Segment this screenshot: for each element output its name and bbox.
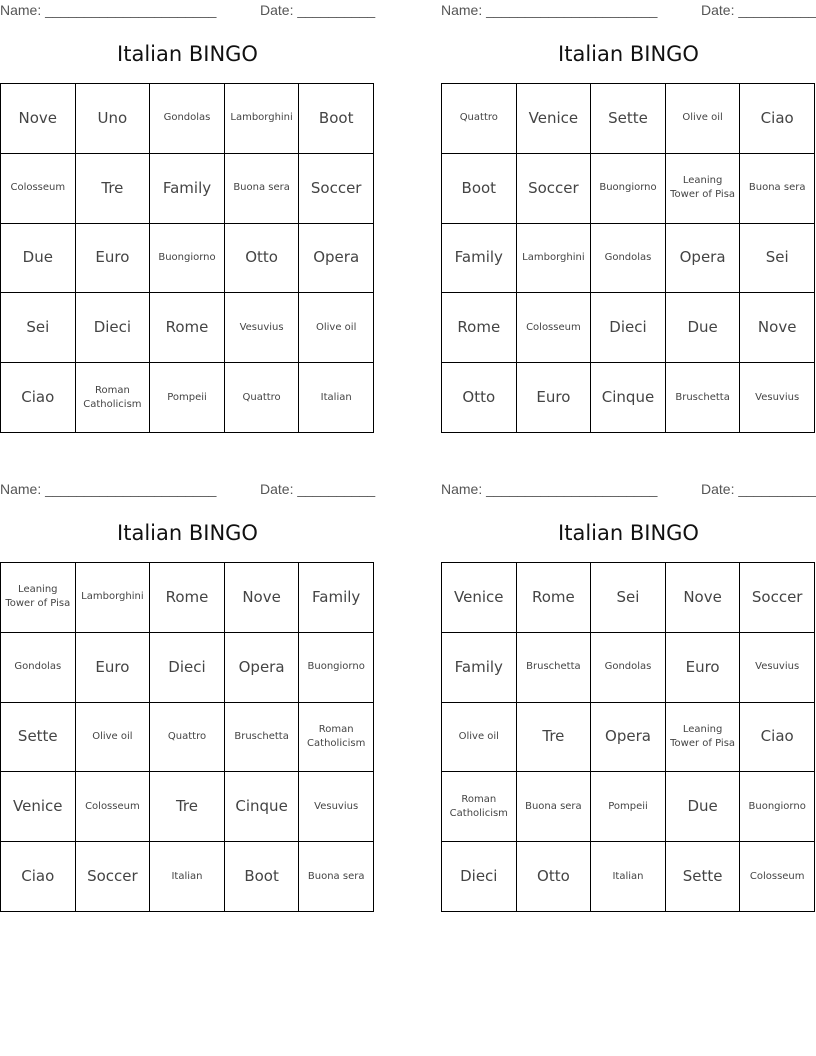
- date-field-label: Date: __________: [701, 2, 816, 18]
- bingo-cell: Venice: [1, 772, 76, 842]
- bingo-cell: Buona sera: [299, 842, 374, 912]
- bingo-cell: Ciao: [740, 84, 815, 154]
- bingo-cell: Ciao: [1, 842, 76, 912]
- name-date-row: [0, 481, 375, 499]
- bingo-cell: Rome: [150, 293, 225, 363]
- bingo-cell: Colosseum: [1, 154, 76, 224]
- bingo-cell: Nove: [225, 563, 300, 633]
- bingo-card-3: [0, 479, 375, 919]
- bingo-cell: Cinque: [591, 363, 666, 433]
- bingo-cell: Quattro: [150, 703, 225, 773]
- name-field-label: Name: ______________________: [441, 481, 658, 497]
- bingo-cell: Olive oil: [299, 293, 374, 363]
- bingo-cell: Family: [150, 154, 225, 224]
- date-field-label: Date: __________: [260, 2, 376, 18]
- bingo-cell: Boot: [442, 154, 517, 224]
- bingo-cell: Sei: [1, 293, 76, 363]
- bingo-cell: Lamborghini: [517, 224, 592, 294]
- bingo-cell: Colosseum: [76, 772, 151, 842]
- bingo-cell: Buona sera: [225, 154, 300, 224]
- bingo-cell: Soccer: [517, 154, 592, 224]
- bingo-cell: Italian: [591, 842, 666, 912]
- bingo-cell: Leaning Tower of Pisa: [666, 154, 741, 224]
- bingo-cell: Soccer: [299, 154, 374, 224]
- bingo-cell: Quattro: [225, 363, 300, 433]
- bingo-cell: Uno: [76, 84, 151, 154]
- bingo-cell: Buongiorno: [591, 154, 666, 224]
- bingo-cell: Family: [442, 224, 517, 294]
- bingo-cell: Tre: [517, 703, 592, 773]
- bingo-card-1: [0, 0, 375, 440]
- bingo-cell: Sette: [666, 842, 741, 912]
- bingo-cell: Pompeii: [150, 363, 225, 433]
- bingo-cell: Gondolas: [591, 224, 666, 294]
- name-field-label: Name: ______________________: [441, 2, 658, 18]
- date-field-label: Date: __________: [701, 481, 816, 497]
- bingo-cell: Otto: [442, 363, 517, 433]
- card-title: Italian BINGO: [558, 42, 699, 66]
- bingo-cell: Dieci: [76, 293, 151, 363]
- bingo-cell: Ciao: [740, 703, 815, 773]
- bingo-cell: Sei: [740, 224, 815, 294]
- bingo-cell: Pompeii: [591, 772, 666, 842]
- bingo-cell: Roman Catholicism: [76, 363, 151, 433]
- name-field-label: Name: ______________________: [0, 481, 217, 497]
- bingo-cell: Otto: [225, 224, 300, 294]
- bingo-cell: Buongiorno: [740, 772, 815, 842]
- bingo-cell: Sette: [1, 703, 76, 773]
- bingo-cell: Sette: [591, 84, 666, 154]
- bingo-cell: Lamborghini: [225, 84, 300, 154]
- bingo-cell: Nove: [740, 293, 815, 363]
- bingo-cell: Boot: [299, 84, 374, 154]
- name-field-label: Name: ______________________: [0, 2, 217, 18]
- bingo-cell: Venice: [517, 84, 592, 154]
- bingo-cell: Tre: [76, 154, 151, 224]
- bingo-cell: Nove: [666, 563, 741, 633]
- name-date-row: [441, 481, 816, 499]
- bingo-cell: Tre: [150, 772, 225, 842]
- bingo-cell: Buongiorno: [150, 224, 225, 294]
- bingo-cell: Rome: [517, 563, 592, 633]
- bingo-cell: Opera: [666, 224, 741, 294]
- bingo-cell: Italian: [299, 363, 374, 433]
- name-date-row: [441, 2, 816, 20]
- bingo-cell: Olive oil: [442, 703, 517, 773]
- date-field-label: Date: __________: [260, 481, 376, 497]
- bingo-cell: Bruschetta: [225, 703, 300, 773]
- bingo-cell: Due: [1, 224, 76, 294]
- bingo-cell: Dieci: [591, 293, 666, 363]
- bingo-cell: Opera: [225, 633, 300, 703]
- bingo-cell: Gondolas: [591, 633, 666, 703]
- card-title: Italian BINGO: [117, 42, 258, 66]
- bingo-cell: Roman Catholicism: [442, 772, 517, 842]
- bingo-cell: Bruschetta: [517, 633, 592, 703]
- bingo-cell: Ciao: [1, 363, 76, 433]
- bingo-cell: Colosseum: [740, 842, 815, 912]
- name-date-row: [0, 2, 375, 20]
- bingo-cell: Olive oil: [76, 703, 151, 773]
- bingo-cell: Euro: [517, 363, 592, 433]
- bingo-cell: Euro: [666, 633, 741, 703]
- bingo-cell: Leaning Tower of Pisa: [1, 563, 76, 633]
- bingo-cell: Boot: [225, 842, 300, 912]
- bingo-cell: Dieci: [150, 633, 225, 703]
- bingo-cell: Olive oil: [666, 84, 741, 154]
- bingo-cell: Buona sera: [740, 154, 815, 224]
- bingo-cell: Buona sera: [517, 772, 592, 842]
- bingo-cell: Vesuvius: [740, 633, 815, 703]
- bingo-cell: Family: [442, 633, 517, 703]
- bingo-cell: Bruschetta: [666, 363, 741, 433]
- card-title: Italian BINGO: [117, 521, 258, 545]
- card-title: Italian BINGO: [558, 521, 699, 545]
- bingo-grid: [0, 83, 374, 433]
- bingo-cell: Italian: [150, 842, 225, 912]
- bingo-cell: Quattro: [442, 84, 517, 154]
- bingo-grid: [441, 83, 815, 433]
- bingo-cell: Venice: [442, 563, 517, 633]
- bingo-cell: Gondolas: [150, 84, 225, 154]
- bingo-cell: Soccer: [76, 842, 151, 912]
- bingo-cell: Colosseum: [517, 293, 592, 363]
- bingo-cell: Euro: [76, 224, 151, 294]
- bingo-cell: Vesuvius: [299, 772, 374, 842]
- bingo-card-2: [441, 0, 816, 440]
- bingo-cell: Leaning Tower of Pisa: [666, 703, 741, 773]
- bingo-cell: Rome: [442, 293, 517, 363]
- bingo-cell: Euro: [76, 633, 151, 703]
- bingo-cell: Cinque: [225, 772, 300, 842]
- bingo-cell: Due: [666, 293, 741, 363]
- bingo-cell: Otto: [517, 842, 592, 912]
- bingo-cell: Vesuvius: [225, 293, 300, 363]
- bingo-card-4: [441, 479, 816, 919]
- bingo-cell: Vesuvius: [740, 363, 815, 433]
- bingo-cell: Opera: [591, 703, 666, 773]
- bingo-grid: [441, 562, 815, 912]
- bingo-cell: Due: [666, 772, 741, 842]
- bingo-cell: Sei: [591, 563, 666, 633]
- bingo-cell: Opera: [299, 224, 374, 294]
- bingo-cell: Rome: [150, 563, 225, 633]
- bingo-cell: Buongiorno: [299, 633, 374, 703]
- bingo-cell: Lamborghini: [76, 563, 151, 633]
- bingo-cell: Dieci: [442, 842, 517, 912]
- bingo-cell: Nove: [1, 84, 76, 154]
- bingo-cell: Soccer: [740, 563, 815, 633]
- bingo-cell: Family: [299, 563, 374, 633]
- bingo-cell: Roman Catholicism: [299, 703, 374, 773]
- bingo-cell: Gondolas: [1, 633, 76, 703]
- bingo-grid: [0, 562, 374, 912]
